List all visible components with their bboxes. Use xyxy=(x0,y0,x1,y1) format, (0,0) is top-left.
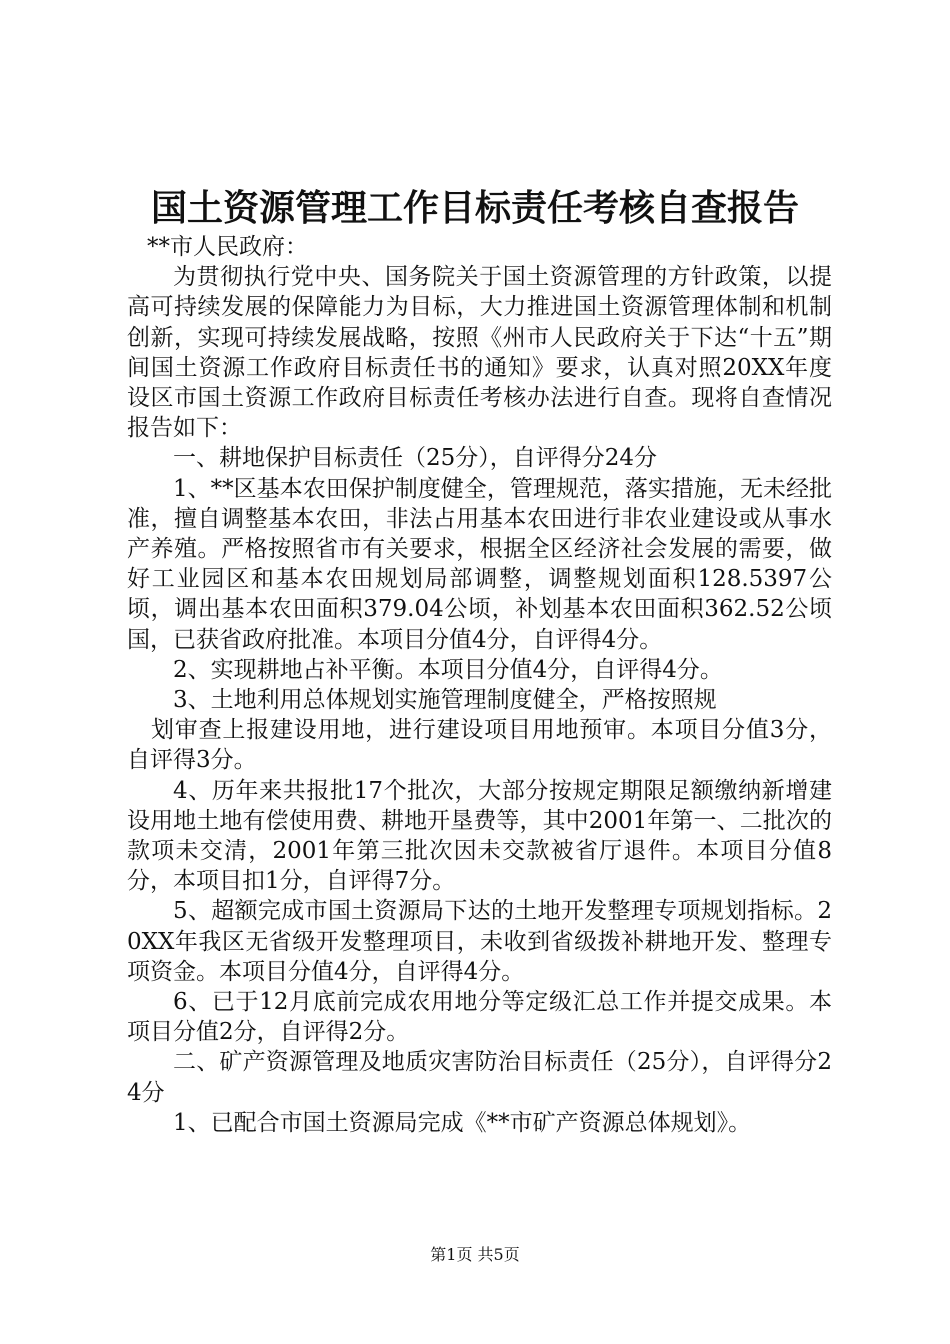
page-number: 第1页 共5页 xyxy=(430,1245,520,1264)
document-body xyxy=(127,232,832,1138)
section-heading-2: 二、矿产资源管理及地质灾害防治目标责任（25分），自评得分24分 xyxy=(127,1049,832,1106)
item-1-4: 4、历年来共报批17个批次，大部分按规定期限足额缴纳新增建设用地土地有偿使用费、耕地开垦费等，其中2001年第一、二批次的款项未交清，2001年第三批次因未交款被省厅退件。本项目分值8分，本项目扣1分，自评得7分。 xyxy=(127,777,832,895)
document-title: 国土资源管理工作目标责任考核自查报告 xyxy=(150,187,799,229)
section-heading-1: 一、耕地保护目标责任（25分），自评得分24分 xyxy=(173,445,658,472)
item-1-1: 1、**区基本农田保护制度健全，管理规范，落实措施，无未经批准，擅自调整基本农田，非法占用基本农田进行非农业建设或从事水产养殖。严格按照省市有关要求，根据全区经济社会发展的需要，做好工业园区和基本农田规划局部调整，调整规划面积128.5397公顷，调出基本农田面积379.04公顷，补划基本农田面积362.52公顷国，已获省政府批准。本项目分值4分，自评得4分。 xyxy=(127,475,832,653)
intro-paragraph: 为贯彻执行党中央、国务院关于国土资源管理的方针政策，以提高可持续发展的保障能力为目标，大力推进国土资源管理体制和机制创新，实现可持续发展战略，按照《州市人民政府关于下达“十五”期间国土资源工作政府目标责任书的通知》要求，认真对照20XX年度设区市国土资源工作政府目标责任考核办法进行自查。现将自查情况报告如下： xyxy=(127,264,832,442)
item-1-2: 2、实现耕地占补平衡。本项目分值4分，自评得4分。 xyxy=(173,656,723,683)
item-2-1: 1、已配合市国土资源局完成《**市矿产资源总体规划》。 xyxy=(173,1109,752,1136)
item-1-6: 6、已于12月底前完成农用地分等定级汇总工作并提交成果。本项目分值2分，自评得2分。 xyxy=(127,989,832,1046)
item-1-3-continued: 划审查上报建设用地，进行建设项目用地预审。本项目分值3分，自评得3分。 xyxy=(127,717,832,774)
item-1-3: 3、土地利用总体规划实施管理制度健全，严格按照规 xyxy=(173,687,717,714)
item-1-5: 5、超额完成市国土资源局下达的土地开发整理专项规划指标。20XX年我区无省级开发整理项目，未收到省级拨补耕地开发、整理专项资金。本项目分值4分，自评得4分。 xyxy=(127,898,832,985)
salutation: **市人民政府： xyxy=(147,234,308,260)
